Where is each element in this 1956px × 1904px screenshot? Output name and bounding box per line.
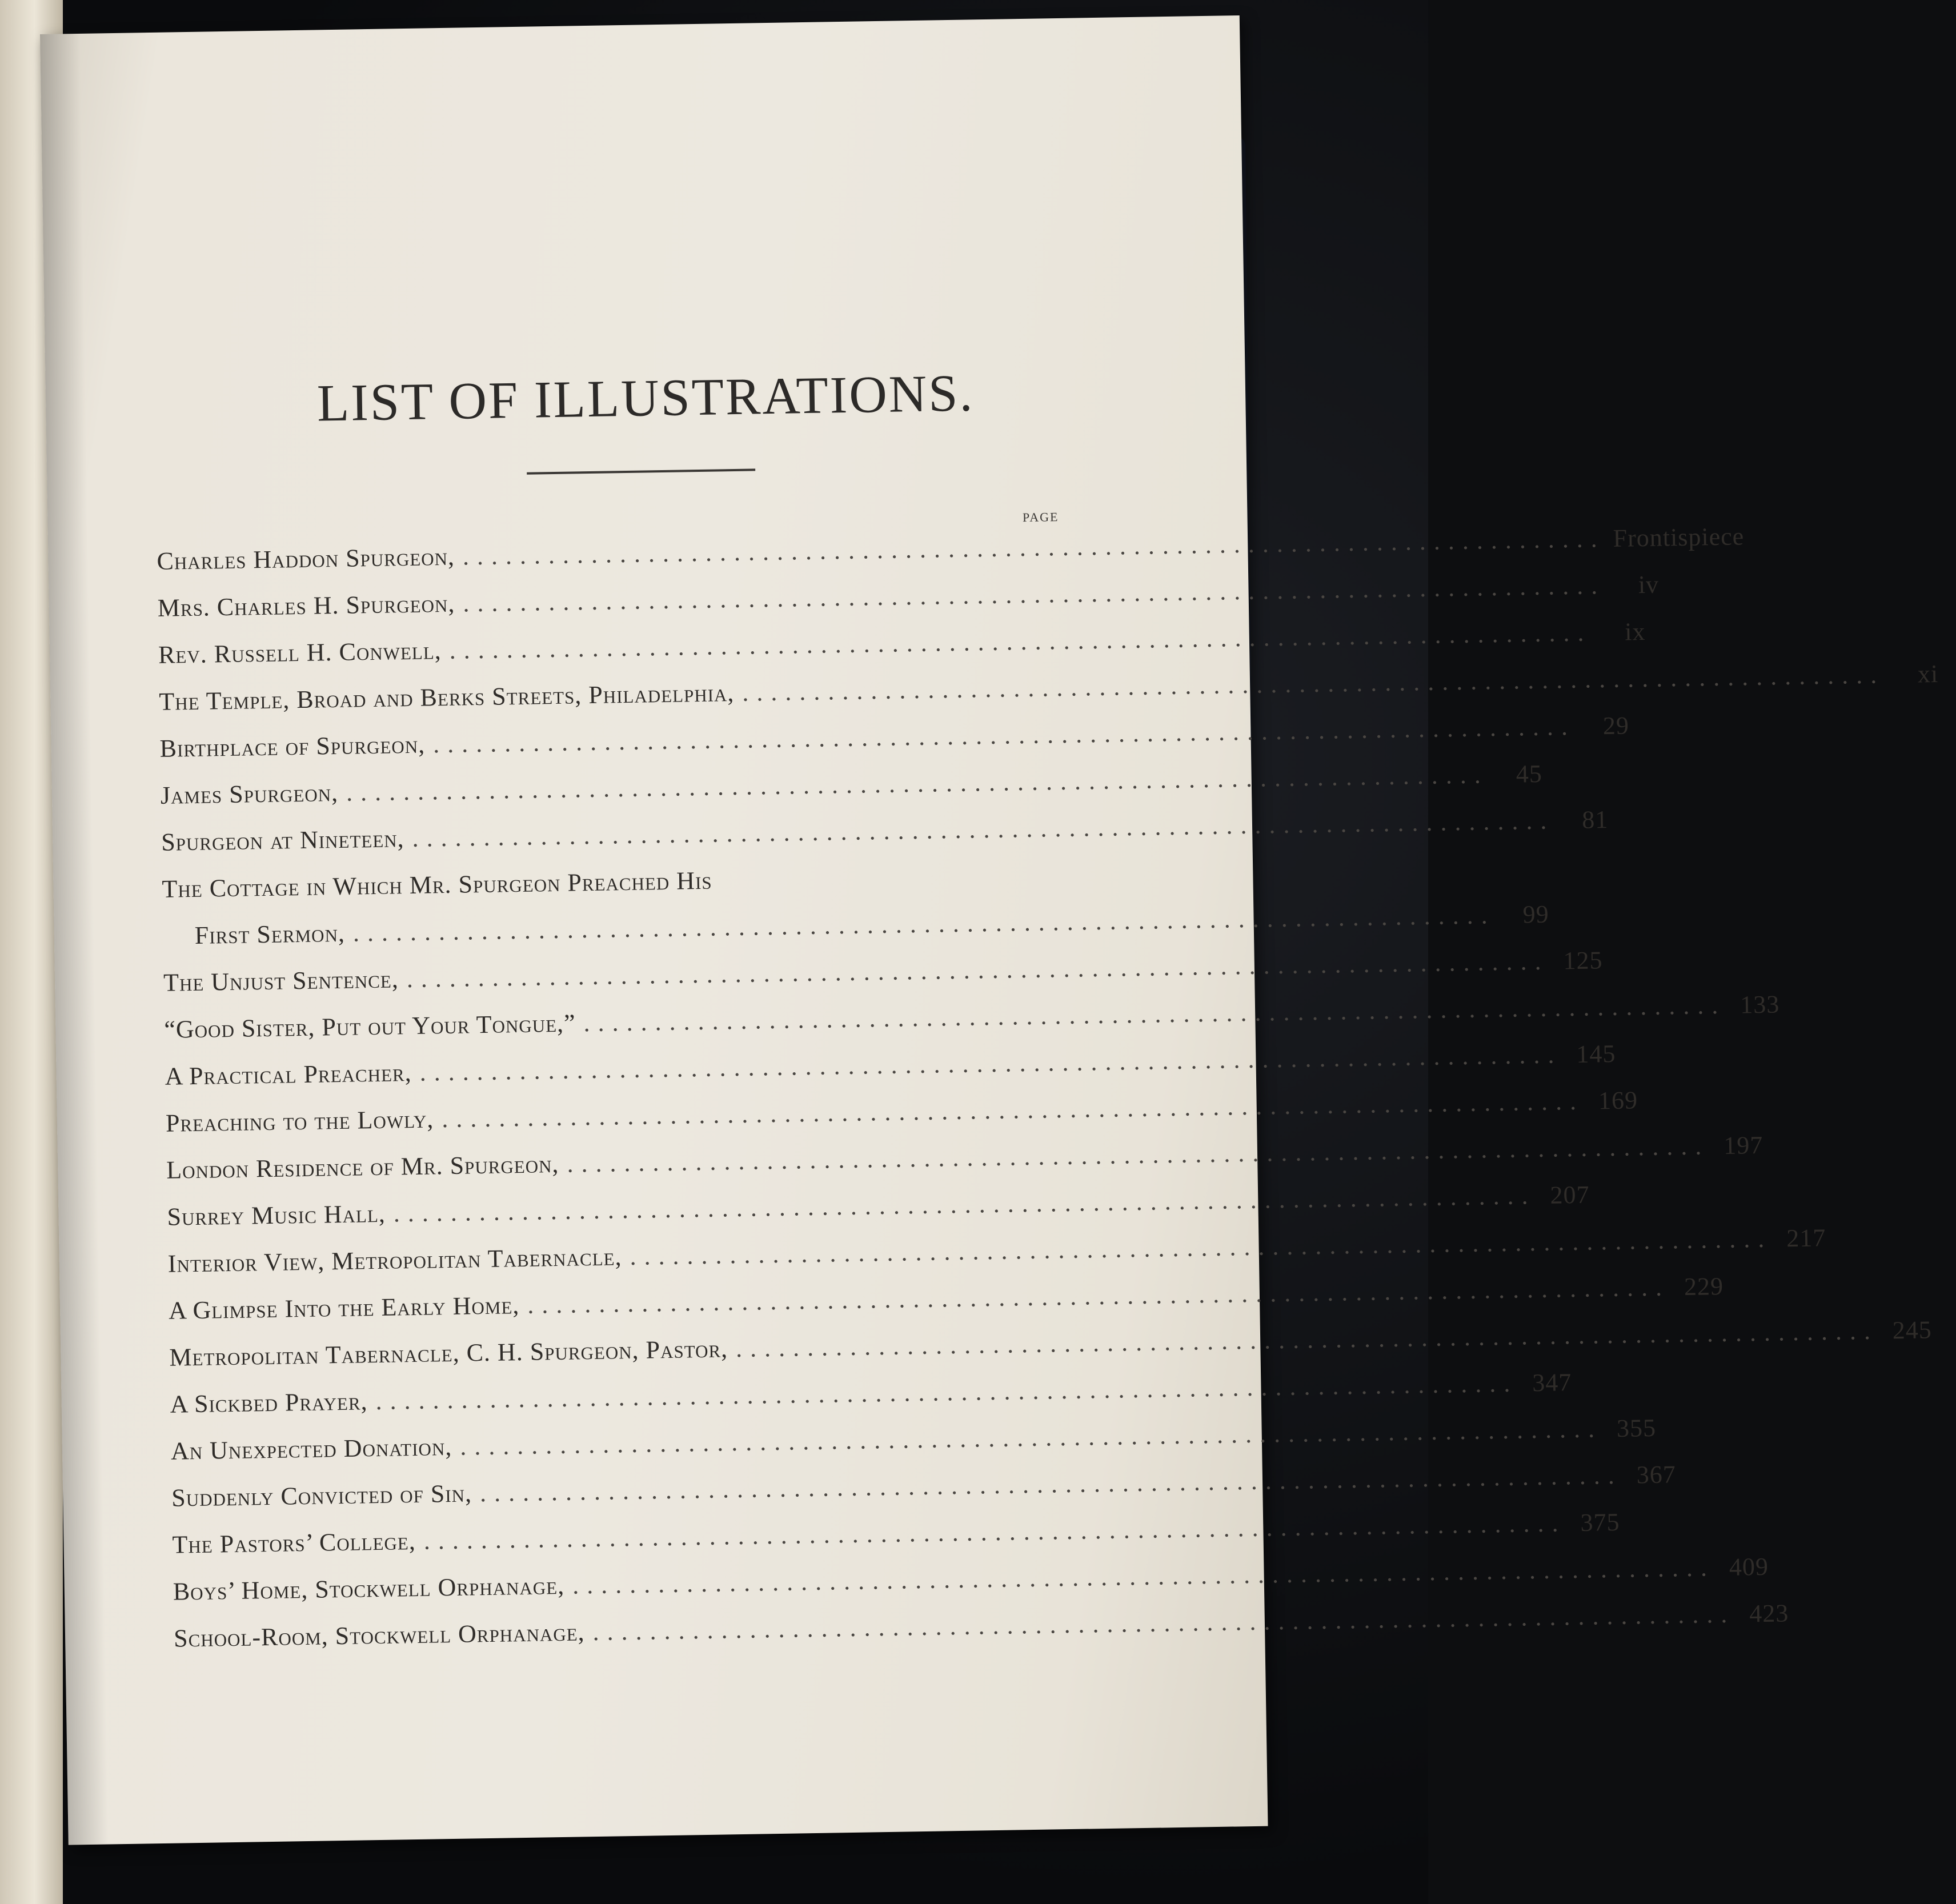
dot-leader: ................................................................................ xyxy=(406,947,1549,993)
dot-leader: ................................................................................ xyxy=(462,571,1606,618)
dot-leader: ................................................................................ xyxy=(583,991,1726,1037)
entry-name: James Spurgeon, xyxy=(160,778,339,809)
dot-leader: ................................................................................ xyxy=(735,1316,1879,1363)
entry-page: ix xyxy=(1624,617,1646,646)
entry-page: 347 xyxy=(1532,1368,1572,1397)
entry-page: 217 xyxy=(1786,1224,1826,1253)
entry-name: Mrs. Charles H. Spurgeon, xyxy=(157,589,455,622)
entry-page: Frontispiece xyxy=(1613,522,1745,552)
entry-page: 169 xyxy=(1598,1086,1638,1115)
entry-name: A Practical Preacher, xyxy=(165,1059,412,1091)
entry-page: xi xyxy=(1917,659,1939,688)
entry-name: A Glimpse Into the Early Home, xyxy=(168,1291,520,1325)
entry-name: Birthplace of Spurgeon, xyxy=(159,730,426,763)
entry-name: Spurgeon at Nineteen, xyxy=(161,824,404,856)
dot-leader: ................................................................................ xyxy=(527,1273,1670,1319)
entry-name: First Sermon, xyxy=(194,919,346,949)
dot-leader: ................................................................................ xyxy=(459,1414,1603,1461)
entry-name: The Cottage in Which Mr. Spurgeon Preached His xyxy=(162,866,712,903)
dot-leader: ................................................................................ xyxy=(352,901,1496,947)
entry-page: 99 xyxy=(1522,900,1549,929)
dot-leader: ................................................................................ xyxy=(441,1087,1585,1133)
entry-name: “Good Sister, Put out Your Tongue,” xyxy=(164,1009,576,1044)
entry-name: A Sickbed Prayer, xyxy=(170,1387,368,1418)
dot-leader: ................................................................................ xyxy=(567,1132,1710,1178)
entry-page: 145 xyxy=(1576,1039,1616,1068)
entry-page: 207 xyxy=(1550,1180,1590,1209)
dot-leader: ................................................................................ xyxy=(419,1040,1562,1087)
entry-name: Boys’ Home, Stockwell Orphanage, xyxy=(173,1571,565,1606)
dot-leader: ................................................................................ xyxy=(572,1553,1715,1600)
entry-name: Preaching to the Lowly, xyxy=(165,1105,434,1137)
entry-name: The Unjust Sentence, xyxy=(163,965,399,997)
dot-leader: ................................................................................ xyxy=(423,1509,1566,1555)
entry-page: 45 xyxy=(1516,759,1543,788)
entry-name: An Unexpected Donation, xyxy=(170,1432,452,1465)
entry-page: 409 xyxy=(1729,1552,1769,1581)
dot-leader: ................................................................................ xyxy=(432,712,1576,759)
entry-name: School-Room, Stockwell Orphanage, xyxy=(173,1618,585,1653)
entry-page: 229 xyxy=(1684,1272,1724,1301)
dot-leader: ................................................................................ xyxy=(630,1224,1773,1271)
dot-leader: ................................................................................ xyxy=(592,1600,1735,1646)
dot-leader: ................................................................................ xyxy=(375,1369,1518,1416)
entry-name: Metropolitan Tabernacle, C. H. Spurgeon, Pastor, xyxy=(169,1334,728,1372)
dot-leader: ................................................................................ xyxy=(462,524,1606,571)
dot-leader: ................................................................................ xyxy=(346,760,1489,807)
entry-name: Charles Haddon Spurgeon, xyxy=(157,542,455,575)
entry-name: Surrey Music Hall, xyxy=(167,1199,386,1231)
entry-page: 81 xyxy=(1581,805,1609,834)
entry-page: 197 xyxy=(1723,1131,1763,1160)
title-rule xyxy=(527,468,755,474)
dot-leader: ................................................................................ xyxy=(479,1461,1623,1508)
page-title: LIST OF ILLUSTRATIONS. xyxy=(316,363,975,432)
entry-name: Interior View, Metropolitan Tabernacle, xyxy=(167,1242,622,1278)
dot-leader: ................................................................................ xyxy=(393,1181,1536,1228)
entry-name: The Pastors’ College, xyxy=(172,1526,416,1559)
page-column-header: PAGE xyxy=(1022,510,1059,525)
entry-page: 29 xyxy=(1602,711,1630,740)
book-page xyxy=(40,15,1939,1845)
entry-name: Suddenly Convicted of Sin, xyxy=(171,1479,472,1512)
entry-page: 375 xyxy=(1580,1508,1620,1537)
entry-page: 423 xyxy=(1749,1599,1789,1628)
entry-page: 355 xyxy=(1616,1413,1657,1442)
entry-page: iv xyxy=(1638,570,1660,599)
entry-page: 125 xyxy=(1563,946,1603,975)
entry-page: 245 xyxy=(1892,1316,1933,1345)
entry-page: 367 xyxy=(1636,1460,1677,1489)
dot-leader: ................................................................................ xyxy=(412,806,1555,852)
dot-leader: ................................................................................ xyxy=(449,618,1592,664)
entry-name: London Residence of Mr. Spurgeon, xyxy=(166,1149,559,1184)
dot-leader: ................................................................................ xyxy=(741,660,1885,707)
entry-page: 133 xyxy=(1739,990,1780,1019)
illustration-list xyxy=(157,522,1939,1671)
entry-name: Rev. Russell H. Conwell, xyxy=(158,636,442,669)
entry-name: The Temple, Broad and Berks Streets, Philadelphia, xyxy=(158,679,735,716)
